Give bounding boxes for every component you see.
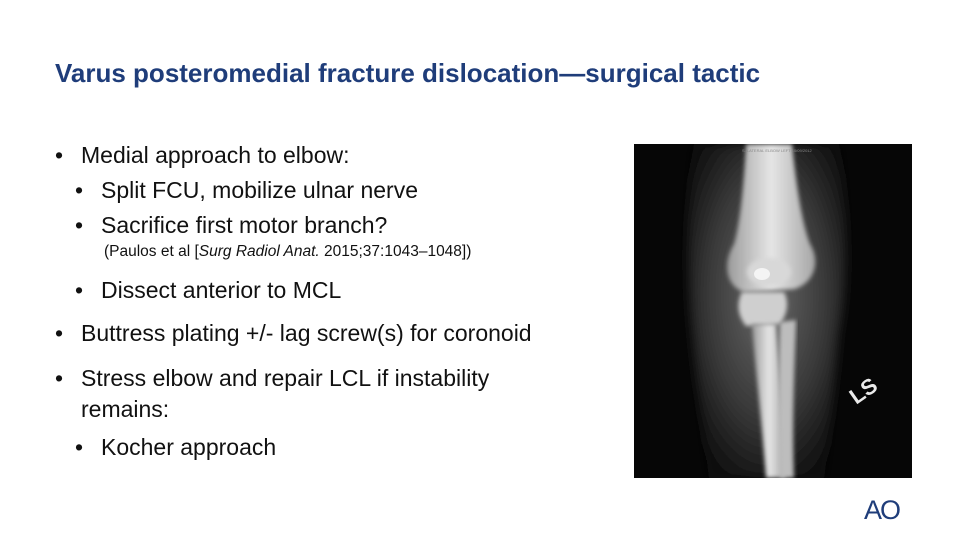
bullet-text: Dissect anterior to MCL	[101, 277, 342, 303]
bullet-text: Buttress plating +/- lag screw(s) for coronoid	[81, 320, 532, 346]
condyle-highlight	[754, 268, 770, 280]
bullet-text: Medial approach to elbow:	[81, 142, 350, 168]
bullet-kocher-approach	[75, 434, 276, 460]
bullet-text: remains:	[81, 396, 170, 422]
ao-logo	[864, 496, 910, 522]
bullet-marker: •	[55, 365, 64, 391]
bullet-marker: •	[75, 434, 84, 460]
slide-title: Varus posteromedial fracture dislocation—surgical tactic	[55, 58, 761, 88]
bullet-marker: •	[75, 277, 84, 303]
bullet-buttress-plating	[55, 320, 532, 346]
bullet-marker: •	[75, 212, 84, 238]
bullet-sacrifice-branch	[75, 212, 387, 238]
bullet-split-fcu	[75, 177, 418, 203]
xray-header-text: S. LATERAL ELBOW LEFT 10/09/2012	[742, 148, 812, 153]
reference-journal: Surg Radiol Anat.	[198, 243, 320, 260]
reference-citation	[104, 243, 471, 261]
bullet-marker: •	[75, 177, 84, 203]
bullet-text: Stress elbow and repair LCL if instability	[81, 365, 490, 391]
bullet-stress-elbow-continued	[81, 396, 169, 422]
bullet-text: Kocher approach	[101, 434, 277, 460]
ao-logo-text: AO	[864, 496, 900, 522]
bullet-medial-approach	[55, 142, 350, 168]
bullet-marker: •	[55, 142, 64, 168]
reference-suffix: 2015;37:1043–1048])	[319, 243, 472, 260]
reference-prefix: (Paulos et al [	[104, 243, 199, 260]
bullet-dissect-mcl	[75, 277, 341, 303]
bullet-text: Sacrifice first motor branch?	[101, 212, 388, 238]
elbow-xray-image	[634, 144, 912, 478]
xray-marker-text: LS	[844, 372, 883, 410]
proximal-ulna	[739, 292, 787, 326]
ao-logo-graphic	[864, 496, 910, 522]
bullet-stress-elbow	[55, 365, 489, 391]
bullet-text: Split FCU, mobilize ulnar nerve	[101, 177, 419, 203]
xray-graphic	[634, 144, 912, 478]
bullet-marker: •	[55, 320, 64, 346]
